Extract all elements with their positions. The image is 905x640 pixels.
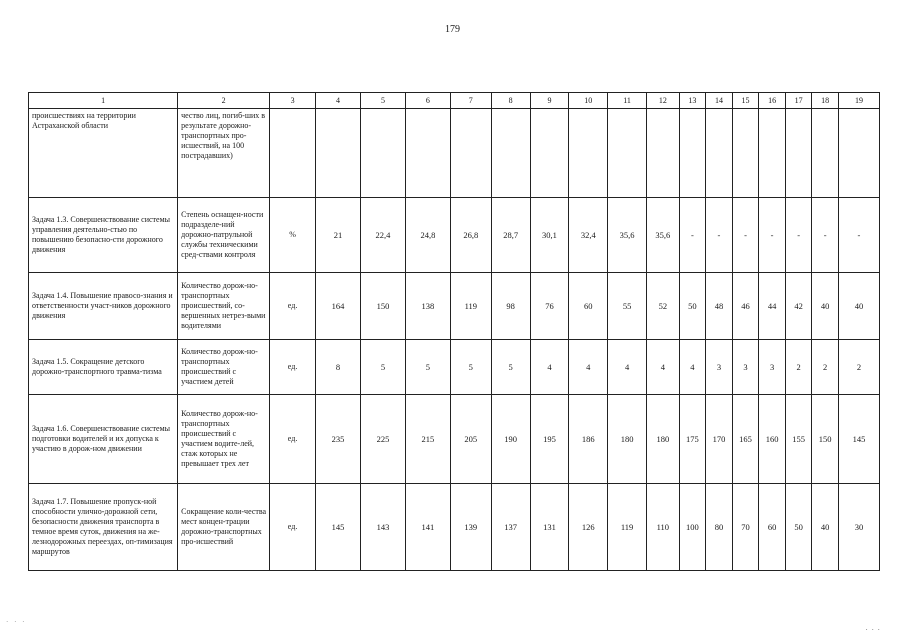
value-cell: 145 [838, 395, 879, 484]
value-cell: 119 [608, 484, 647, 571]
value-cell: 5 [450, 340, 491, 395]
value-cell: 50 [785, 484, 812, 571]
value-cell: 195 [530, 395, 569, 484]
value-cell: 100 [679, 484, 706, 571]
value-cell: 145 [316, 484, 361, 571]
table-row [29, 273, 880, 340]
value-cell: 155 [785, 395, 812, 484]
indicator-cell: Степень оснащен-ности подразделе-ний дорожно-патрульной службы техническими сред-ствами контроля [178, 198, 270, 273]
column-header: 10 [569, 93, 608, 109]
value-cell: 164 [316, 273, 361, 340]
column-header: 3 [270, 93, 316, 109]
value-cell: 4 [530, 340, 569, 395]
task-cell: Задача 1.4. Повышение правосо-знания и ответственности участ-ников дорожного движения [29, 273, 178, 340]
value-cell [732, 109, 759, 198]
indicator-cell: Количество дорож-но-транспортных происшествий с участием водите-лей, стаж которых не превышает трех лет [178, 395, 270, 484]
value-cell [569, 109, 608, 198]
column-header: 4 [316, 93, 361, 109]
value-cell: 170 [706, 395, 733, 484]
value-cell [608, 109, 647, 198]
value-cell [360, 109, 405, 198]
indicator-cell: Количество дорож-но-транспортных происшествий, со-вершенных нетрез-выми водителями [178, 273, 270, 340]
column-header: 2 [178, 93, 270, 109]
value-cell: 21 [316, 198, 361, 273]
table-row [29, 395, 880, 484]
table-row [29, 340, 880, 395]
value-cell: 35,6 [608, 198, 647, 273]
table-row [29, 198, 880, 273]
value-cell: 2 [838, 340, 879, 395]
value-cell [785, 109, 812, 198]
value-cell [679, 109, 706, 198]
task-cell: Задача 1.3. Совершенствование системы управления деятельно-стью по повышению безопасно-сти дорожного движения [29, 198, 178, 273]
value-cell: - [759, 198, 786, 273]
value-cell: 139 [450, 484, 491, 571]
table-row [29, 109, 880, 198]
column-header: 14 [706, 93, 733, 109]
value-cell: 3 [759, 340, 786, 395]
value-cell: 30,1 [530, 198, 569, 273]
table-row [29, 484, 880, 571]
value-cell: 131 [530, 484, 569, 571]
value-cell: 26,8 [450, 198, 491, 273]
value-cell: 50 [679, 273, 706, 340]
value-cell: 76 [530, 273, 569, 340]
value-cell [759, 109, 786, 198]
value-cell [316, 109, 361, 198]
value-cell [706, 109, 733, 198]
unit-cell: % [270, 198, 316, 273]
indicator-cell: Количество дорож-но-транспортных происшествий с участием детей [178, 340, 270, 395]
value-cell: 2 [812, 340, 839, 395]
value-cell: 35,6 [646, 198, 679, 273]
column-header: 5 [360, 93, 405, 109]
unit-cell: ед. [270, 395, 316, 484]
value-cell: 165 [732, 395, 759, 484]
value-cell: - [732, 198, 759, 273]
value-cell: 80 [706, 484, 733, 571]
value-cell [646, 109, 679, 198]
task-cell: Задача 1.5. Сокращение детского дорожно-транспортного травма-тизма [29, 340, 178, 395]
value-cell: 40 [812, 273, 839, 340]
value-cell: - [706, 198, 733, 273]
value-cell [491, 109, 530, 198]
value-cell [812, 109, 839, 198]
value-cell: 4 [679, 340, 706, 395]
value-cell: 5 [491, 340, 530, 395]
column-header: 16 [759, 93, 786, 109]
value-cell: 28,7 [491, 198, 530, 273]
indicators-table [28, 92, 880, 571]
value-cell: 3 [706, 340, 733, 395]
value-cell: 137 [491, 484, 530, 571]
value-cell: 55 [608, 273, 647, 340]
value-cell: 70 [732, 484, 759, 571]
column-header: 9 [530, 93, 569, 109]
column-header: 7 [450, 93, 491, 109]
value-cell [450, 109, 491, 198]
column-header: 6 [405, 93, 450, 109]
value-cell: 3 [732, 340, 759, 395]
value-cell: 40 [838, 273, 879, 340]
task-cell: происшествиях на территории Астраханской области [29, 109, 178, 198]
page-number: 179 [445, 24, 460, 35]
value-cell: 119 [450, 273, 491, 340]
value-cell: - [838, 198, 879, 273]
value-cell: 110 [646, 484, 679, 571]
value-cell: - [785, 198, 812, 273]
value-cell: 4 [569, 340, 608, 395]
column-header: 18 [812, 93, 839, 109]
value-cell: 235 [316, 395, 361, 484]
value-cell: - [812, 198, 839, 273]
column-header: 1 [29, 93, 178, 109]
value-cell: 2 [785, 340, 812, 395]
value-cell: 175 [679, 395, 706, 484]
value-cell: 4 [608, 340, 647, 395]
column-header: 8 [491, 93, 530, 109]
value-cell: 52 [646, 273, 679, 340]
value-cell: 215 [405, 395, 450, 484]
column-header: 19 [838, 93, 879, 109]
value-cell: 42 [785, 273, 812, 340]
value-cell: 32,4 [569, 198, 608, 273]
scan-artifact: · · · [865, 626, 881, 634]
value-cell: 126 [569, 484, 608, 571]
column-header: 11 [608, 93, 647, 109]
value-cell: 4 [646, 340, 679, 395]
value-cell: 150 [812, 395, 839, 484]
value-cell: 5 [405, 340, 450, 395]
column-header: 13 [679, 93, 706, 109]
value-cell: 46 [732, 273, 759, 340]
value-cell: 60 [569, 273, 608, 340]
value-cell: 98 [491, 273, 530, 340]
value-cell: 5 [360, 340, 405, 395]
value-cell: 180 [608, 395, 647, 484]
header-row [29, 93, 880, 109]
value-cell: 205 [450, 395, 491, 484]
value-cell: 160 [759, 395, 786, 484]
value-cell [530, 109, 569, 198]
value-cell: 150 [360, 273, 405, 340]
value-cell: 48 [706, 273, 733, 340]
value-cell [405, 109, 450, 198]
scan-artifact: · · · [6, 618, 27, 626]
unit-cell: ед. [270, 273, 316, 340]
value-cell: 138 [405, 273, 450, 340]
task-cell: Задача 1.7. Повышение пропуск-ной способности улично-дорожной сети, безопасности движения транспорта в темное время суток, движения на же-лезнодорожных переездах, оп-тимизация маршрутов [29, 484, 178, 571]
value-cell: 44 [759, 273, 786, 340]
value-cell: 22,4 [360, 198, 405, 273]
column-header: 17 [785, 93, 812, 109]
value-cell: 186 [569, 395, 608, 484]
value-cell: 180 [646, 395, 679, 484]
value-cell: 190 [491, 395, 530, 484]
value-cell [838, 109, 879, 198]
value-cell: - [679, 198, 706, 273]
unit-cell [270, 109, 316, 198]
unit-cell: ед. [270, 484, 316, 571]
value-cell: 30 [838, 484, 879, 571]
value-cell: 24,8 [405, 198, 450, 273]
unit-cell: ед. [270, 340, 316, 395]
column-header: 15 [732, 93, 759, 109]
value-cell: 60 [759, 484, 786, 571]
column-header: 12 [646, 93, 679, 109]
value-cell: 8 [316, 340, 361, 395]
value-cell: 225 [360, 395, 405, 484]
indicator-cell: чество лиц, погиб-ших в результате дорожно-транспортных про-исшествий, на 100 пострадавших) [178, 109, 270, 198]
indicator-cell: Сокращение коли-чества мест концен-трации дорожно-транспортных про-исшествий [178, 484, 270, 571]
value-cell: 141 [405, 484, 450, 571]
task-cell: Задача 1.6. Совершенствование системы подготовки водителей и их допуска к участию в дорож-ном движении [29, 395, 178, 484]
value-cell: 143 [360, 484, 405, 571]
value-cell: 40 [812, 484, 839, 571]
